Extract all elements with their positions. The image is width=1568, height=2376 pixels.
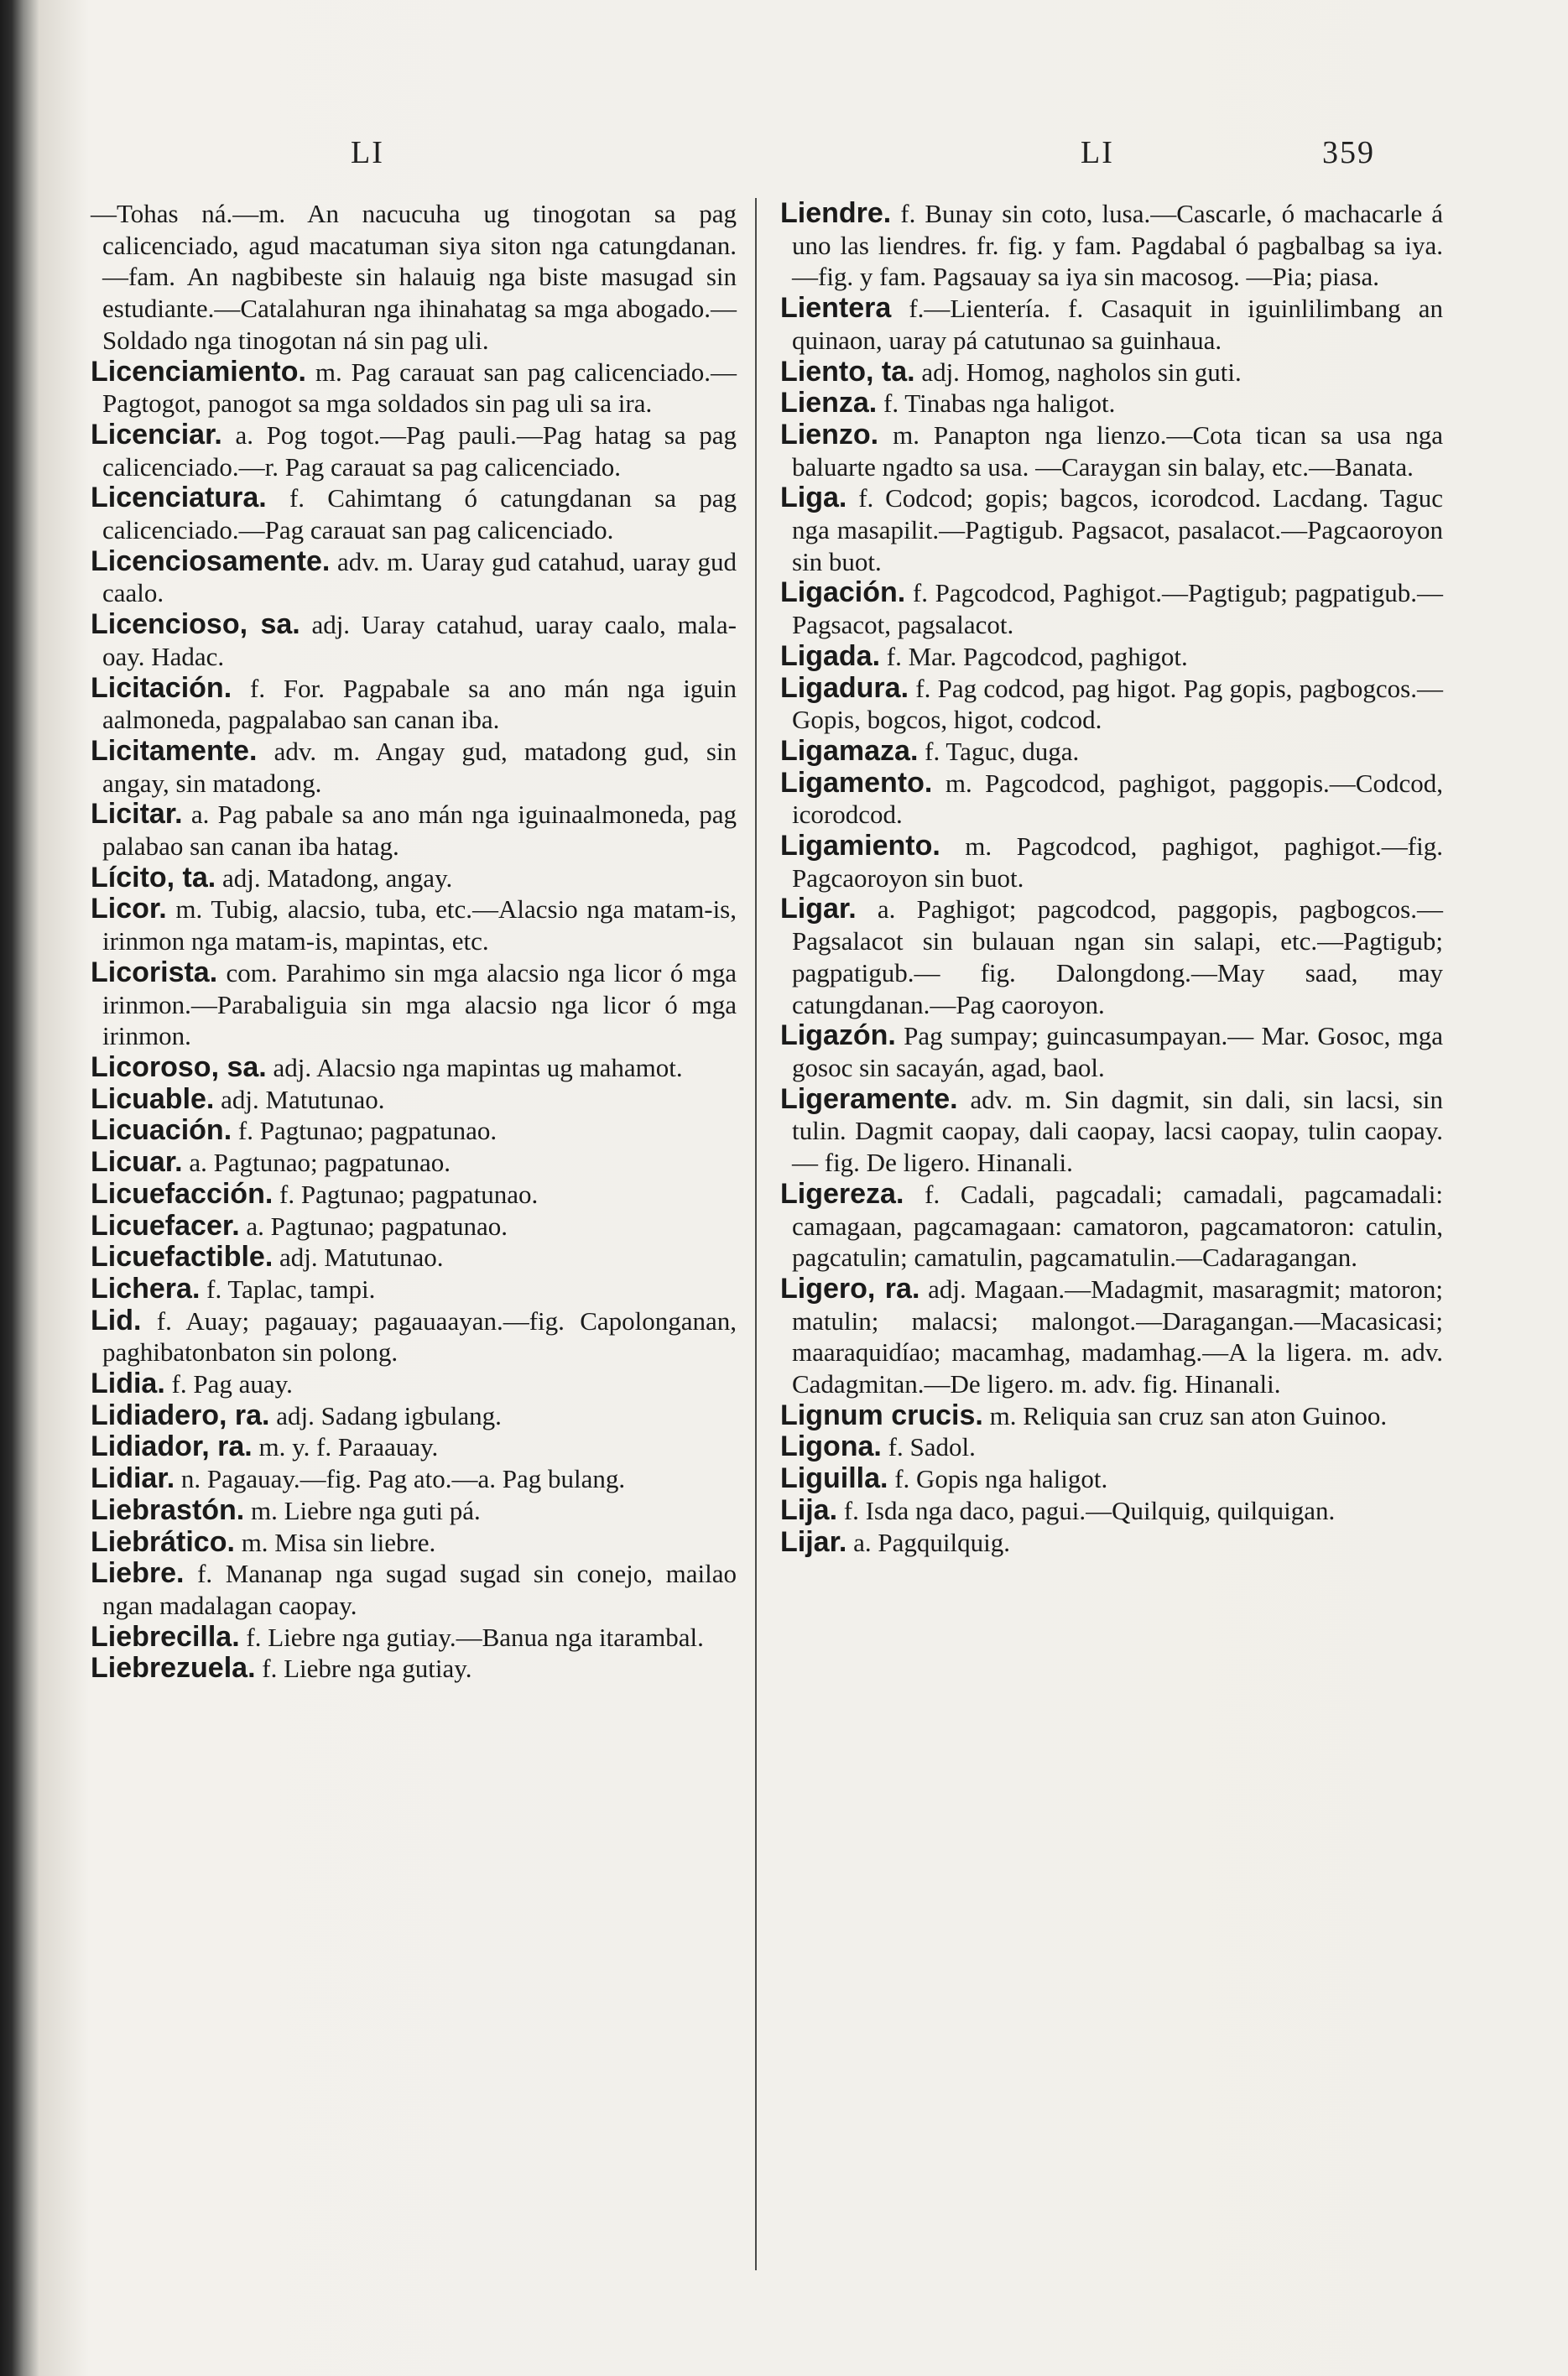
entry-definition: f. Pagtunao; pagpatunao. bbox=[279, 1179, 539, 1209]
dictionary-entry bbox=[780, 1084, 1443, 1179]
entry-definition: a. Pog togot.—Pag pauli.—Pag hatag sa pag calicenciado.—r. Pag carauat sa pag calicenciado. bbox=[102, 419, 737, 482]
entry-definition: adj. Homog, nagholos sin guti. bbox=[921, 357, 1242, 387]
dictionary-entry bbox=[780, 293, 1443, 356]
entry-definition: adj. Matadong, angay. bbox=[221, 862, 453, 893]
entry-definition: f. Pag codcod, pag higot. Pag gopis, pagbogcos.—Gopis, bogcos, higot, codcod. bbox=[792, 673, 1443, 735]
dictionary-entry bbox=[780, 1527, 1443, 1559]
entry-headword: Licuación. bbox=[91, 1114, 232, 1147]
entry-headword: Ligona. bbox=[780, 1430, 882, 1463]
entry-definition: f. Bunay sin coto, lusa.—Cascarle, ó machacarle á uno las liendres. fr. fig. y fam. Pagdabal ó pagbalbag sa iya. —fig. y fam. Pagsauay sa iya sin macosog. —Pia; piasa. bbox=[792, 199, 1444, 292]
dictionary-entry bbox=[91, 419, 737, 482]
entry-headword: Ligación. bbox=[780, 576, 906, 609]
entry-headword: Liebre. bbox=[91, 1557, 185, 1590]
entry-headword: Lientera bbox=[780, 292, 892, 325]
dictionary-entry bbox=[91, 1653, 737, 1685]
entry-definition: adj. Alacsio nga mapintas ug mahamot. bbox=[273, 1052, 683, 1082]
entry-headword: Lidiador, ra. bbox=[91, 1430, 253, 1463]
entry-definition: m. y. f. Paraauay. bbox=[258, 1432, 439, 1462]
entry-headword: Licenciar. bbox=[91, 418, 222, 451]
dictionary-entry bbox=[91, 673, 737, 736]
dictionary-entry bbox=[780, 419, 1443, 482]
entry-definition: m. Pagcodcod, paghigot, paggopis.—Codcod, icorodcod. bbox=[792, 768, 1443, 830]
entry-definition: f. Sadol. bbox=[888, 1432, 976, 1462]
dictionary-entry bbox=[91, 1179, 737, 1211]
page-number: 359 bbox=[1322, 135, 1375, 170]
entry-definition: m. Pagcodcod, paghigot, paghigot.—fig. Pagcaoroyon sin buot. bbox=[792, 831, 1443, 893]
entry-headword: Lid. bbox=[91, 1304, 142, 1336]
entry-headword: Lija. bbox=[780, 1493, 838, 1526]
entry-definition: m. Tubig, alacsio, tuba, etc.—Alacsio nga matam-is, irinmon nga matam-is, mapintas, etc. bbox=[102, 894, 737, 956]
dictionary-entry bbox=[780, 768, 1443, 831]
column-divider bbox=[755, 198, 757, 2270]
entry-headword: Licitación. bbox=[91, 671, 232, 704]
entry-headword: Lienza. bbox=[780, 387, 878, 419]
entry-definition: f. For. Pagpabale sa ano mán nga iguin aalmoneda, pagpalabao san canan iba. bbox=[102, 673, 737, 735]
dictionary-entry bbox=[91, 1115, 737, 1147]
dictionary-entry bbox=[91, 1558, 737, 1621]
entry-headword: Lidia. bbox=[91, 1368, 165, 1400]
dictionary-entry bbox=[91, 1368, 737, 1400]
entry-headword: Lichera. bbox=[91, 1272, 201, 1305]
dictionary-entry bbox=[91, 1527, 737, 1559]
entry-headword: Ligamiento. bbox=[780, 830, 940, 862]
entry-headword: Lignum crucis. bbox=[780, 1399, 983, 1431]
entry-headword: Liga. bbox=[780, 482, 847, 514]
running-head-right: LI bbox=[1081, 135, 1114, 170]
dictionary-entry bbox=[780, 1495, 1443, 1527]
entry-headword: Liendre. bbox=[780, 197, 892, 229]
entry-definition: f. Cadali, pagcadali; camadali, pagcamadali: camagaan, pagcamagaan: camatoron, pagcamatoron: catulin, pagcatulin; camatulin, pagcamatulin.—Cadaragangan. bbox=[792, 1179, 1444, 1273]
right-column bbox=[780, 198, 1443, 1558]
dictionary-entry bbox=[780, 736, 1443, 768]
dictionary-entry bbox=[91, 1400, 737, 1432]
dictionary-entry bbox=[91, 1147, 737, 1179]
dictionary-entry bbox=[91, 1622, 737, 1654]
entry-definition: adv. m. Angay gud, matadong gud, sin angay, sin matadong. bbox=[102, 736, 737, 798]
dictionary-entry bbox=[91, 1305, 737, 1368]
entry-headword: Licuefactible. bbox=[91, 1241, 273, 1274]
dictionary-entry bbox=[91, 799, 737, 862]
dictionary-entry bbox=[780, 831, 1443, 894]
dictionary-entry bbox=[91, 1274, 737, 1305]
entry-definition: f. Liebre nga gutiay.—Banua nga itarambal. bbox=[246, 1622, 704, 1652]
entry-definition: adj. Sadang igbulang. bbox=[276, 1400, 502, 1430]
entry-headword: Licorista. bbox=[91, 956, 218, 988]
entry-headword: Ligar. bbox=[780, 893, 857, 925]
entry-headword: Liebrezuela. bbox=[91, 1652, 256, 1685]
entry-definition: f. Liebre nga gutiay. bbox=[262, 1654, 472, 1684]
dictionary-entry bbox=[780, 577, 1443, 640]
entry-headword: Lijar. bbox=[780, 1525, 847, 1558]
entry-definition: adv. m. Sin dagmit, sin dali, sin lacsi, sin tulin. Dagmit caopay, dali caopay, lacsi caopay, tulin caopay.— fig. De ligero. Hinanali. bbox=[792, 1084, 1444, 1178]
dictionary-entry bbox=[780, 894, 1443, 1020]
entry-definition: f. Pagtunao; pagpatunao. bbox=[237, 1116, 497, 1146]
running-head-left: LI bbox=[351, 135, 384, 170]
entry-headword: Licitamente. bbox=[91, 734, 258, 767]
entry-headword: Ligazón. bbox=[780, 1019, 896, 1052]
entry-definition: Pag sumpay; guincasumpayan.— Mar. Gosoc, mga gosoc sin sacayán, agad, baol. bbox=[792, 1021, 1443, 1082]
dictionary-entry bbox=[91, 1495, 737, 1527]
entry-headword: Ligeramente. bbox=[780, 1082, 958, 1115]
entry-headword: Ligada. bbox=[780, 639, 881, 672]
entry-headword: Ligero, ra. bbox=[780, 1272, 920, 1305]
entry-definition: f. Cahimtang ó catungdanan sa pag calicenciado.—Pag carauat san pag calicenciado. bbox=[102, 483, 737, 545]
dictionary-entry bbox=[780, 1431, 1443, 1463]
dictionary-entry bbox=[91, 357, 737, 419]
entry-definition: a. Pag pabale sa ano mán nga iguinaalmoneda, pag palabao san canan iba hatag. bbox=[102, 800, 737, 862]
dictionary-entry bbox=[91, 482, 737, 545]
entry-definition: a. Pagtunao; pagpatunao. bbox=[246, 1211, 508, 1241]
entry-definition: f. Isda nga daco, pagui.—Quilquig, quilquigan. bbox=[843, 1495, 1336, 1525]
entry-headword: Licuefacer. bbox=[91, 1209, 240, 1242]
entry-headword: Ligadura. bbox=[780, 671, 909, 704]
dictionary-entry bbox=[780, 388, 1443, 419]
entry-headword: Lícito, ta. bbox=[91, 861, 216, 894]
dictionary-entry bbox=[91, 1084, 737, 1116]
dictionary-entry bbox=[780, 673, 1443, 736]
entry-definition: a. Pagquilquig. bbox=[853, 1527, 1010, 1557]
dictionary-entry bbox=[91, 198, 737, 357]
dictionary-entry bbox=[780, 1400, 1443, 1432]
entry-headword: Licoroso, sa. bbox=[91, 1050, 267, 1083]
entry-definition: f. Gopis nga haligot. bbox=[894, 1464, 1108, 1494]
entry-definition: f. Pag auay. bbox=[171, 1369, 293, 1399]
entry-definition: f. Taguc, duga. bbox=[925, 736, 1080, 766]
entry-definition: m. Liebre nga guti pá. bbox=[251, 1495, 481, 1525]
entry-definition: f. Codcod; gopis; bagcos, icorodcod. Lacdang. Taguc nga masapilit.—Pagtigub. Pagsacot, pasalacot.—Pagcaoroyon sin buot. bbox=[792, 483, 1443, 576]
entry-headword: Licenciosamente. bbox=[91, 544, 331, 577]
entry-headword: Lienzo. bbox=[780, 418, 879, 451]
book-binding-shadow bbox=[0, 0, 39, 2376]
entry-definition: n. Pagauay.—fig. Pag ato.—a. Pag bulang. bbox=[180, 1464, 626, 1494]
entry-headword: Licuefacción. bbox=[91, 1177, 273, 1210]
entry-definition: f. Mar. Pagcodcod, paghigot. bbox=[886, 641, 1188, 671]
entry-headword: Lidiadero, ra. bbox=[91, 1399, 270, 1431]
dictionary-entry bbox=[780, 1274, 1443, 1400]
dictionary-entry bbox=[91, 736, 737, 799]
left-column bbox=[91, 198, 737, 1685]
entry-headword: Liguilla. bbox=[780, 1462, 888, 1495]
entry-definition: f.—Lientería. f. Casaquit in iguinlilimbang an quinaon, uaray pá catutunao sa guinhaua. bbox=[792, 294, 1443, 355]
entry-definition: f. Taplac, tampi. bbox=[206, 1274, 376, 1304]
entry-headword: Liebrastón. bbox=[91, 1493, 245, 1526]
dictionary-entry bbox=[91, 957, 737, 1052]
entry-headword: Licencioso, sa. bbox=[91, 608, 300, 641]
entry-headword: Ligereza. bbox=[780, 1177, 904, 1210]
entry-headword: Ligamaza. bbox=[780, 734, 919, 767]
dictionary-entry bbox=[91, 862, 737, 894]
dictionary-entry bbox=[780, 1020, 1443, 1083]
entry-headword: Licenciamiento. bbox=[91, 355, 306, 388]
entry-definition: m. Misa sin liebre. bbox=[241, 1527, 436, 1557]
entry-headword: Licuable. bbox=[91, 1082, 215, 1115]
entry-definition: adj. Matutunao. bbox=[221, 1084, 385, 1114]
dictionary-entry bbox=[91, 1052, 737, 1084]
entry-definition: m. Pag carauat san pag calicenciado.—Pagtogot, panogot sa mga soldados sin pag uli sa ira. bbox=[102, 357, 737, 419]
dictionary-entry bbox=[780, 198, 1443, 293]
entry-definition: f. Tinabas nga haligot. bbox=[883, 388, 1116, 419]
dictionary-entry bbox=[780, 357, 1443, 388]
entry-definition: adj. Magaan.—Madagmit, masaragmit; matoron; matulin; malacsi; malongot.—Daragangan.—Macasicasi; maaraquidíao; macamhag, madamhag.—A la ligera. m. adv. Cadagmitan.—De ligero. m. adv. fig. Hinanali. bbox=[792, 1274, 1443, 1399]
entry-definition: a. Pagtunao; pagpatunao. bbox=[189, 1148, 451, 1178]
entry-definition: f. Auay; pagauay; pagauaayan.—fig. Capolonganan, paghibatonbaton sin polong. bbox=[102, 1305, 737, 1368]
entry-definition: adv. m. Uaray gud catahud, uaray gud caalo. bbox=[102, 546, 737, 608]
entry-definition: m. Reliquia san cruz san aton Guinoo. bbox=[989, 1400, 1388, 1430]
entry-headword: Liebrecilla. bbox=[91, 1620, 240, 1653]
entry-definition: adj. Uaray catahud, uaray caalo, mala-oay. Hadac. bbox=[102, 610, 737, 671]
entry-definition: —Tohas ná.—m. An nacucuha ug tinogotan sa pag calicenciado, agud macatuman siya siton nga catungdanan.—fam. An nagbibeste sin halauig nga biste masugad sin estudiante.—Catalahuran nga ihinahatag sa mga abogado.—Soldado nga tinogotan ná sin pag uli. bbox=[91, 199, 737, 355]
dictionary-entry bbox=[780, 482, 1443, 577]
dictionary-entry bbox=[780, 1179, 1443, 1274]
dictionary-entry bbox=[91, 894, 737, 956]
dictionary-entry bbox=[91, 609, 737, 672]
entry-definition: f. Pagcodcod, Paghigot.—Pagtigub; pagpatigub.—Pagsacot, pagsalacot. bbox=[792, 578, 1443, 640]
dictionary-entry bbox=[91, 1431, 737, 1463]
entry-definition: f. Mananap nga sugad sugad sin conejo, mailao ngan madalagan caopay. bbox=[102, 1559, 737, 1620]
entry-headword: Liento, ta. bbox=[780, 355, 915, 388]
dictionary-entry bbox=[91, 546, 737, 609]
entry-headword: Ligamento. bbox=[780, 766, 933, 799]
dictionary-entry bbox=[91, 1242, 737, 1274]
entry-definition: com. Parahimo sin mga alacsio nga licor ó mga irinmon.—Parabaliguia sin mga alacsio nga licor ó mga irinmon. bbox=[102, 957, 737, 1051]
entry-headword: Licor. bbox=[91, 893, 167, 925]
dictionary-entry bbox=[91, 1463, 737, 1495]
entry-definition: adj. Matutunao. bbox=[279, 1243, 444, 1273]
entry-headword: Liebrático. bbox=[91, 1525, 235, 1558]
entry-headword: Licuar. bbox=[91, 1146, 183, 1179]
dictionary-entry bbox=[780, 641, 1443, 673]
dictionary-entry bbox=[91, 1211, 737, 1243]
entry-headword: Licenciatura. bbox=[91, 482, 267, 514]
entry-headword: Lidiar. bbox=[91, 1462, 175, 1495]
entry-definition: m. Panapton nga lienzo.—Cota tican sa usa nga baluarte ngadto sa usa. —Caraygan sin balay, etc.—Banata. bbox=[792, 419, 1444, 482]
entry-headword: Licitar. bbox=[91, 798, 183, 831]
dictionary-entry bbox=[780, 1463, 1443, 1495]
entry-definition: a. Paghigot; pagcodcod, paggopis, pagbogcos.—Pagsalacot sin bulauan ngan sin salapi, etc.—Pagtigub; pagpatigub.— fig. Dalongdong.—May saad, may catungdanan.—Pag caoroyon. bbox=[792, 894, 1443, 1019]
